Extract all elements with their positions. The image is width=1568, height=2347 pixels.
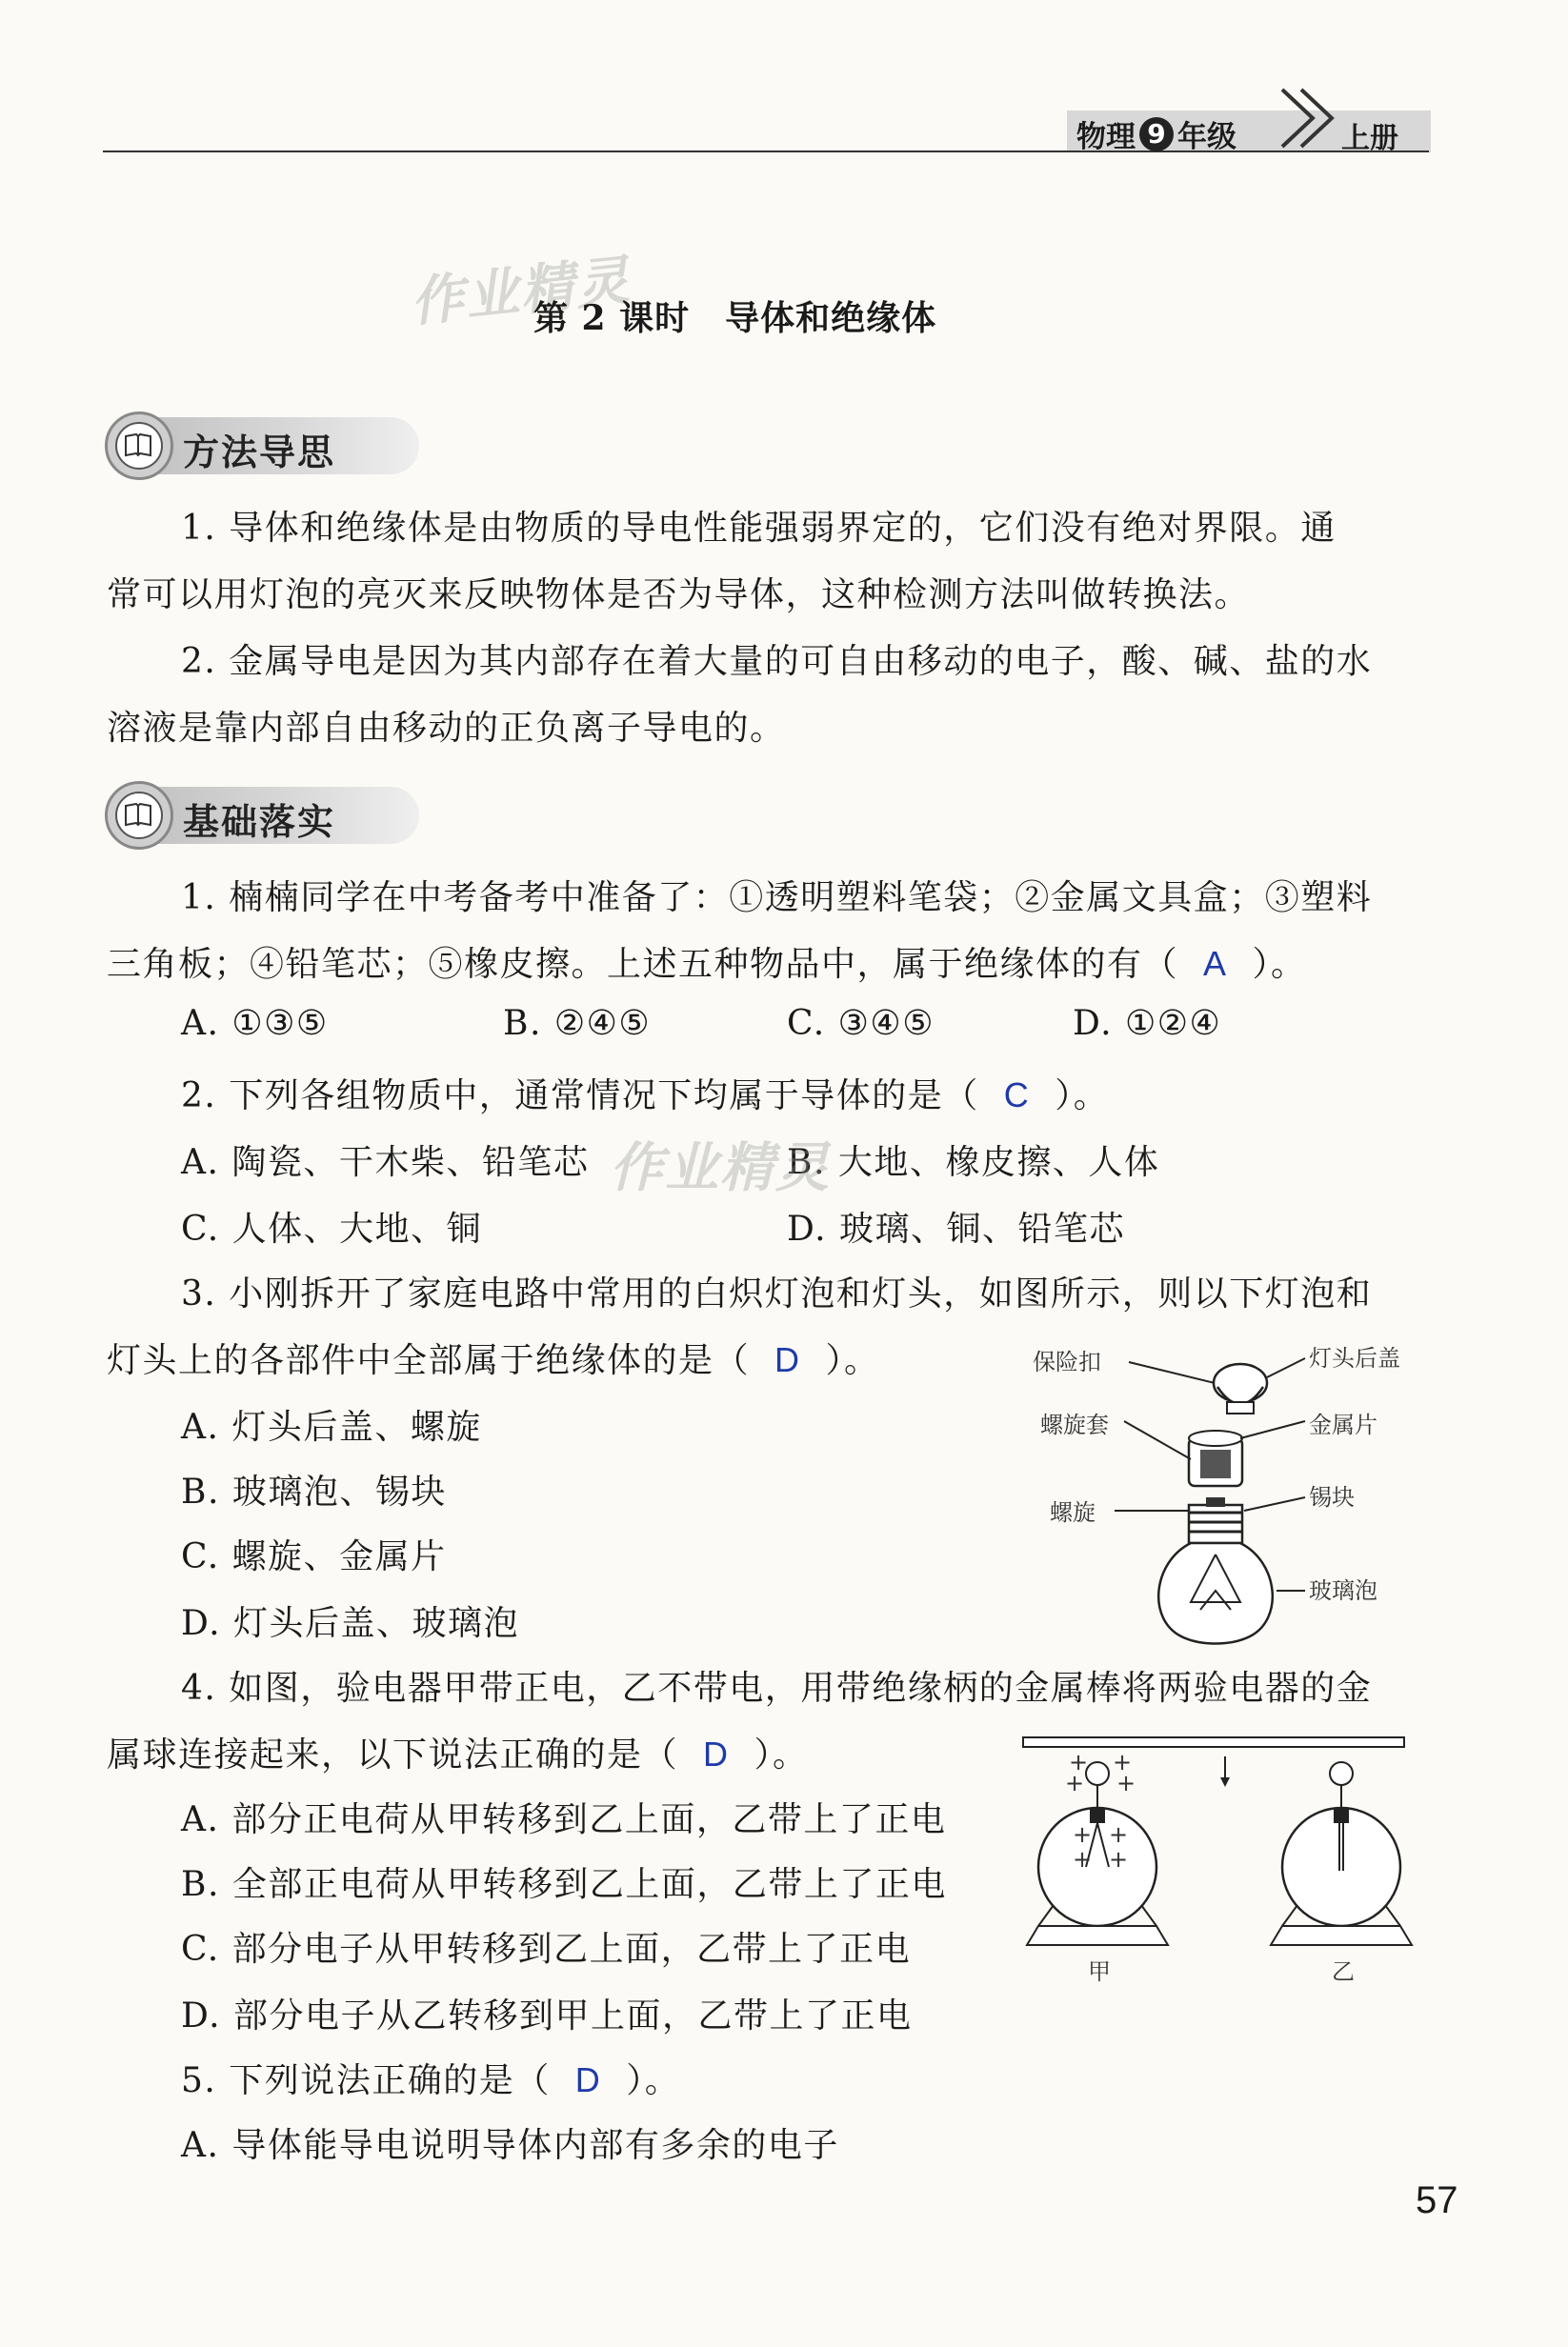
book-icon <box>124 802 152 827</box>
bulb-diagram <box>1029 1334 1429 1648</box>
q1-option-b: B. ②④⑤ <box>503 1004 652 1043</box>
plus-sign: + <box>1113 1749 1133 1775</box>
label-jia: 甲 <box>1088 1958 1111 1985</box>
q4-option-d: D. 部分电子从乙转移到甲上面，乙带上了正电 <box>181 1996 913 2036</box>
q4-stem-line2: 属球连接起来，以下说法正确的是（ D ）。 <box>107 1735 809 1775</box>
label-metal-sheet: 金属片 <box>1309 1412 1377 1438</box>
q1-option-a: A. ①③⑤ <box>181 1004 329 1043</box>
q4-option-c: C. 部分电子从甲转移到乙上面，乙带上了正电 <box>181 1930 912 1969</box>
label-screw: 螺旋 <box>1050 1499 1096 1526</box>
plus-sign: + <box>1065 1770 1085 1796</box>
double-chevron-icon <box>1275 80 1341 156</box>
plus-sign: + <box>1073 1846 1093 1873</box>
method-p2-line2: 溶液是靠内部自由移动的正负离子导电的。 <box>107 709 786 748</box>
book-icon <box>124 432 152 457</box>
q3-option-a: A. 灯头后盖、螺旋 <box>181 1408 482 1447</box>
q2-option-d: D. 玻璃、铜、铅笔芯 <box>787 1210 1125 1249</box>
label-tin-block: 锡块 <box>1309 1484 1355 1511</box>
grade-number-badge: 9 <box>1139 117 1174 151</box>
label-fuse-buckle: 保险扣 <box>1033 1349 1101 1375</box>
q1-option-c: C. ③④⑤ <box>787 1004 935 1043</box>
q2-option-a: A. 陶瓷、干木柴、铅笔芯 <box>181 1143 590 1182</box>
q1-stem-line1: 1. 楠楠同学在中考备考中准备了：①透明塑料笔袋；②金属文具盒；③塑料 <box>181 878 1373 917</box>
plus-sign: + <box>1109 1821 1129 1848</box>
q3-option-d: D. 灯头后盖、玻璃泡 <box>181 1604 519 1643</box>
q4-stem-line1: 4. 如图，验电器甲带正电，乙不带电，用带绝缘柄的金属棒将两验电器的金 <box>181 1669 1373 1708</box>
label-rear-cover: 灯头后盖 <box>1309 1345 1400 1372</box>
q3-answer: D <box>774 1340 801 1379</box>
section-title: 方法导思 <box>183 431 336 473</box>
q3-option-b: B. 玻璃泡、锡块 <box>181 1473 447 1512</box>
plus-sign: + <box>1069 1749 1089 1775</box>
q1-option-d: D. ①②④ <box>1073 1004 1222 1043</box>
watermark: 作业精灵 <box>610 1137 831 1199</box>
q2-option-c: C. 人体、大地、铜 <box>181 1210 483 1249</box>
q4-answer: D <box>703 1735 730 1774</box>
watermark: 作业精灵 <box>407 250 634 334</box>
q3-stem-line1: 3. 小刚拆开了家庭电路中常用的白炽灯泡和灯头，如图所示，则以下灯泡和 <box>181 1274 1373 1314</box>
page-number: 57 <box>1416 2179 1458 2221</box>
method-p1-line2: 常可以用灯泡的亮灭来反映物体是否为导体，这种检测方法叫做转换法。 <box>107 575 1251 614</box>
q4-option-a: A. 部分正电荷从甲转移到乙上面，乙带上了正电 <box>181 1800 947 1839</box>
header-subject <box>1076 112 1236 155</box>
q2-stem: 2. 下列各组物质中，通常情况下均属于导体的是（ C ）。 <box>181 1075 1110 1115</box>
method-p1-line1: 1. 导体和绝缘体是由物质的导电性能强弱界定的，它们没有绝对界限。通 <box>181 509 1337 548</box>
electroscope-diagram <box>1010 1724 1419 1991</box>
plus-sign: + <box>1109 1846 1129 1873</box>
subject-label: 物理 <box>1076 120 1136 154</box>
method-p2-line1: 2. 金属导电是因为其内部存在着大量的可自由移动的电子，酸、碱、盐的水 <box>181 642 1373 681</box>
label-glass-bulb: 玻璃泡 <box>1309 1577 1377 1604</box>
q5-answer: D <box>574 2060 602 2099</box>
grade-suffix: 年级 <box>1177 120 1236 154</box>
label-screw-sleeve: 螺旋套 <box>1040 1412 1109 1438</box>
label-yi: 乙 <box>1332 1958 1355 1985</box>
lesson-title: 第 2 课时 导体和绝缘体 <box>533 298 937 338</box>
q5-option-a: A. 导体能导电说明导体内部有多余的电子 <box>181 2126 839 2165</box>
q1-stem-line2: 三角板；④铅笔芯；⑤橡皮擦。上述五种物品中，属于绝缘体的有（ A ）。 <box>107 944 1307 984</box>
q2-option-b: B. 大地、橡皮擦、人体 <box>787 1143 1160 1182</box>
q2-answer: C <box>1003 1075 1031 1114</box>
q4-option-b: B. 全部正电荷从甲转移到乙上面，乙带上了正电 <box>181 1865 947 1904</box>
q3-stem-line2: 灯头上的各部件中全部属于绝缘体的是（ D ）。 <box>107 1340 880 1380</box>
section-banner-method <box>105 411 410 478</box>
section-title: 基础落实 <box>183 801 336 843</box>
header-volume: 上册 <box>1341 122 1398 155</box>
q3-option-c: C. 螺旋、金属片 <box>181 1537 447 1576</box>
section-banner-basic <box>105 781 410 848</box>
plus-sign: + <box>1116 1770 1136 1796</box>
q1-answer: A <box>1203 944 1228 983</box>
plus-sign: + <box>1073 1821 1093 1848</box>
q5-stem: 5. 下列说法正确的是（ D ）。 <box>181 2060 681 2100</box>
